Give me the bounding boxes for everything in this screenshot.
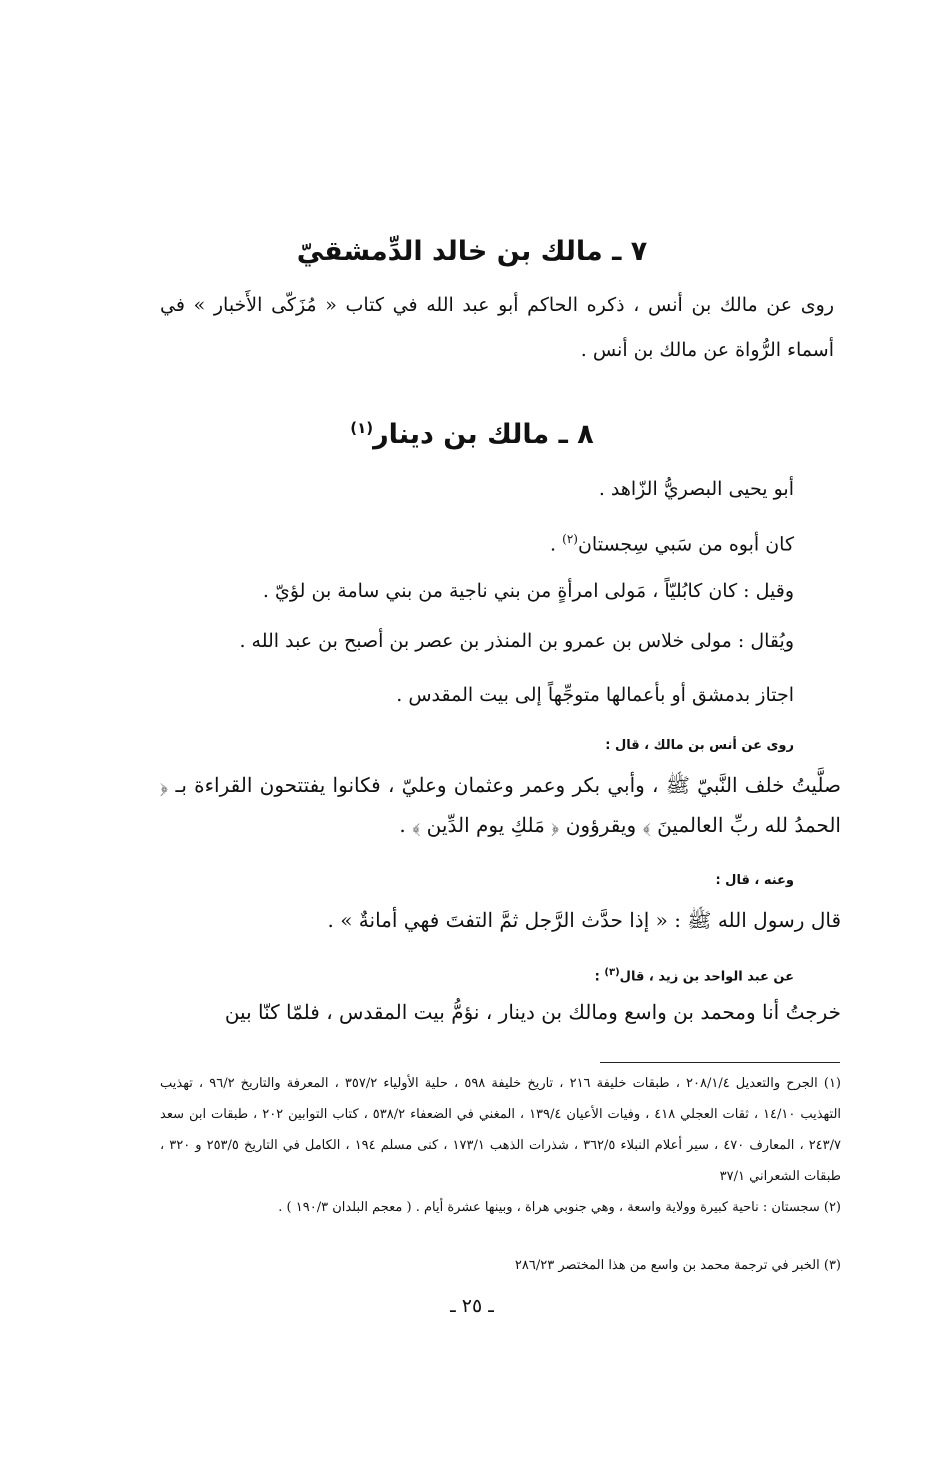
entry-8-line-2-end: . [550,533,563,556]
footnote-ref-3: (٣) [604,967,620,978]
entry-7-body: روى عن مالك بن أنس ، ذكره الحاكم أبو عبد الله في كتاب « مُزَكّى الأَخبار » في أسماء الرُّواة عن مالك بن أنس . [160,294,834,361]
entry-heading-8-text: ٨ ـ مالك بن دينار [373,419,594,450]
narration-3-chain-text: عن عبد الواحد بن زيد ، قال [619,969,794,985]
entry-8-line-4: ويُقال : مولى خلاس بن عمرو بن المنذر بن عصر بن أصبح بن عبد الله . [239,630,794,652]
footnote-3: (٣) الخبر في ترجمة محمد بن واسع من هذا المختصر ٢٨٦/٢٣ [514,1258,841,1273]
entry-heading-7 [140,232,804,272]
entry-8-line-2 [155,524,794,559]
footnote-1: (١) الجرح والتعديل ٢٠٨/١/٤ ، طبقات خليفة ٢١٦ ، تاريخ خليفة ٥٩٨ ، حلية الأولياء ٣٥٧/٢ ، المعرفة والتاريخ ٩٦/٢ ، تهذيب التهذيب ١٤/١٠ ، ثقات العجلي ٤١٨ ، وفيات الأعيان ١٣٩/٤ ، المغني في الضعفاء ٥٣٨/٢ ، كتاب التوابين ٢٠٢ ، طبقات ابن سعد ٢٤٣/٧ ، المعارف ٤٧٠ ، سير أعلام النبلاء ٣٦٢/٥ ، شذرات الذهب ١٧٣/١ ، كنى مسلم ١٩٤ ، الكامل في التاريخ ٢٥٣/٥ و ٣٢٠ ، طبقات الشعراني ٣٧/١ [160,1076,842,1184]
footnote-ref-2: (٢) [562,532,578,546]
narration-1-text: صلَّيتُ خلف النَّبيّ ﷺ ، وأبي بكر وعمر وعثمان وعليّ ، فكانوا يفتتحون القراءة بـ ﴿ الحمدُ لله ربِّ العالمينَ ﴾ ويقرؤون ﴿ مَلكِ يوم الدِّين ﴾ . [160,773,842,837]
narration-2-chain: وعنه ، قال : [715,873,794,888]
footnote-2: (٢) سجستان : ناحية كبيرة وولاية واسعة ، وهي جنوبي هراة ، وبينها عشرة أيام . ( معجم البلدان ١٩٠/٣ ) . [278,1200,841,1215]
footnote-ref-1: (١) [350,419,374,437]
narration-2-text: قال رسول الله ﷺ : « إذا حدَّث الرَّجل ثمَّ التفتَ فهي أمانةٌ » . [327,908,841,932]
narration-3-text: خرجتُ أنا ومحمد بن واسع ومالك بن دينار ، نؤمُّ بيت المقدس ، فلمّا كنّا بين [224,1000,841,1024]
entry-8-line-2-text: كان أبوه من سَبي سِجستان [577,533,794,556]
entry-heading-7-text: ٧ ـ مالك بن خالد الدِّمشقيّ [296,236,648,267]
narration-3-chain-end: : [594,969,605,985]
narration-3-chain [155,962,794,988]
entry-8-line-5: اجتاز بدمشق أو بأعمالها متوجِّهاً إلى بيت المقدس . [396,684,794,706]
page-number: ـ ٢٥ ـ [450,1295,494,1317]
narration-1-chain: روى عن أنس بن مالك ، قال : [605,738,794,753]
entry-heading-8 [140,408,804,455]
entry-8-line-3: وقيل : كان كابُليّاً ، مَولى امرأةٍ من بني ناجية من بني سامة بن لؤيّ . [262,580,794,602]
footnote-separator [600,1062,840,1063]
entry-8-line-1: أبو يحيى البصريُّ الزّاهد . [598,478,794,500]
